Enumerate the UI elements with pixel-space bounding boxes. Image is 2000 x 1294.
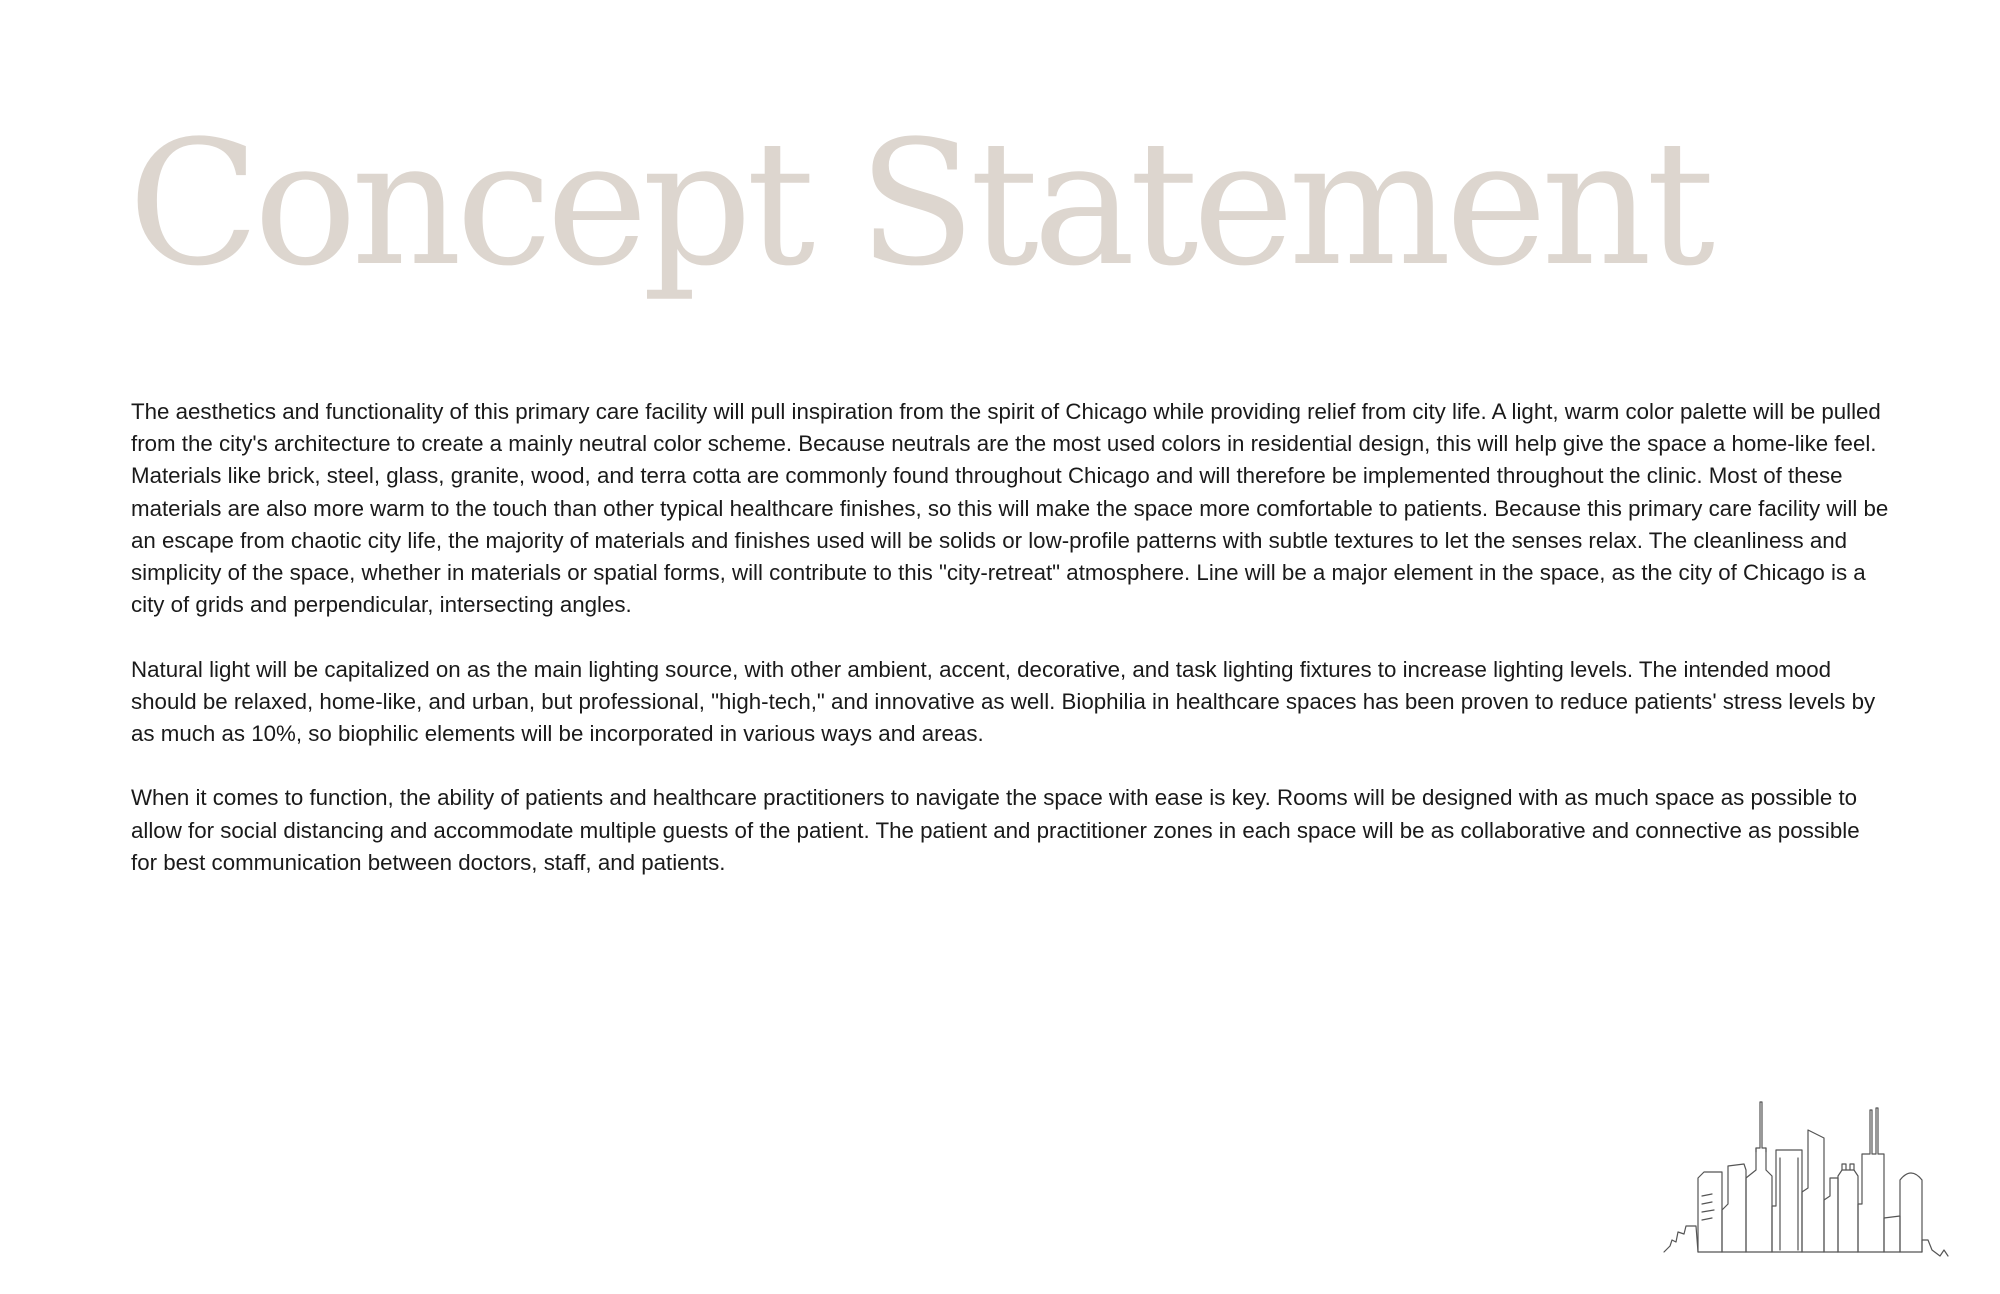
skyline-building (1824, 1178, 1838, 1252)
skyline-building (1884, 1216, 1900, 1252)
skyline-ground-line (1664, 1226, 1698, 1252)
skyline-building (1802, 1130, 1824, 1252)
skyline-building (1900, 1173, 1922, 1252)
chicago-skyline-icon (1662, 1100, 1962, 1260)
skyline-tower (1858, 1108, 1884, 1252)
skyline-building (1838, 1170, 1858, 1252)
skyline-ground-line (1922, 1240, 1948, 1256)
page-title: Concept Statement (128, 103, 1710, 304)
paragraph-function: When it comes to function, the ability of patients and healthcare practitioners to navigate the space with ease is key. Rooms will be designed with as much space as possible to allow for social distancing and accommodate multiple guests of the patient. The patient and practitioner zones in each space will be as collaborative and connective as possible for best communication between doctors, staff, and patients. (131, 785, 1860, 875)
skyline-tower (1746, 1102, 1772, 1252)
paragraph-lighting: Natural light will be capitalized on as the main lighting source, with other ambient, accent, decorative, and task lighting fixtures to increase lighting levels. The intended mood should be relaxed, home-like, and urban, but professional, "high-tech," and innovative as well. Biophilia in healthcare spaces has been proven to reduce patients' stress levels by as much as 10%, so biophilic elements will be incorporated in various ways and areas. (131, 656, 1876, 747)
paragraph-aesthetics: The aesthetics and functionality of this primary care facility will pull inspiration from the spirit of Chicago while providing relief from city life. A light, warm color palette will be pulled from the city's architecture to create a mainly neutral color scheme. Because neutrals are the most used colors in residential design, this will help give the space a home-like feel. Materials like brick, steel, glass, granite, wood, and terra cotta are commonly found throughout Chicago and will therefore be implemented throughout the clinic. Most of these materials are also more warm to the touch than other typical healthcare finishes, so this will make the space more comfortable to patients. Because this primary care facility will be an escape from chaotic city life, the majority of materials and finishes used will be solids or low-profile patterns with subtle textures to let the senses relax. The cleanliness and simplicity of the space, whether in materials or spatial forms, will contribute to this "city-retreat" atmosphere. Line will be a major element in the space, as the city of Chicago is a city of grids and perpendicular, intersecting angles. (131, 399, 1889, 618)
skyline-building (1722, 1164, 1746, 1252)
concept-body (131, 396, 1891, 911)
